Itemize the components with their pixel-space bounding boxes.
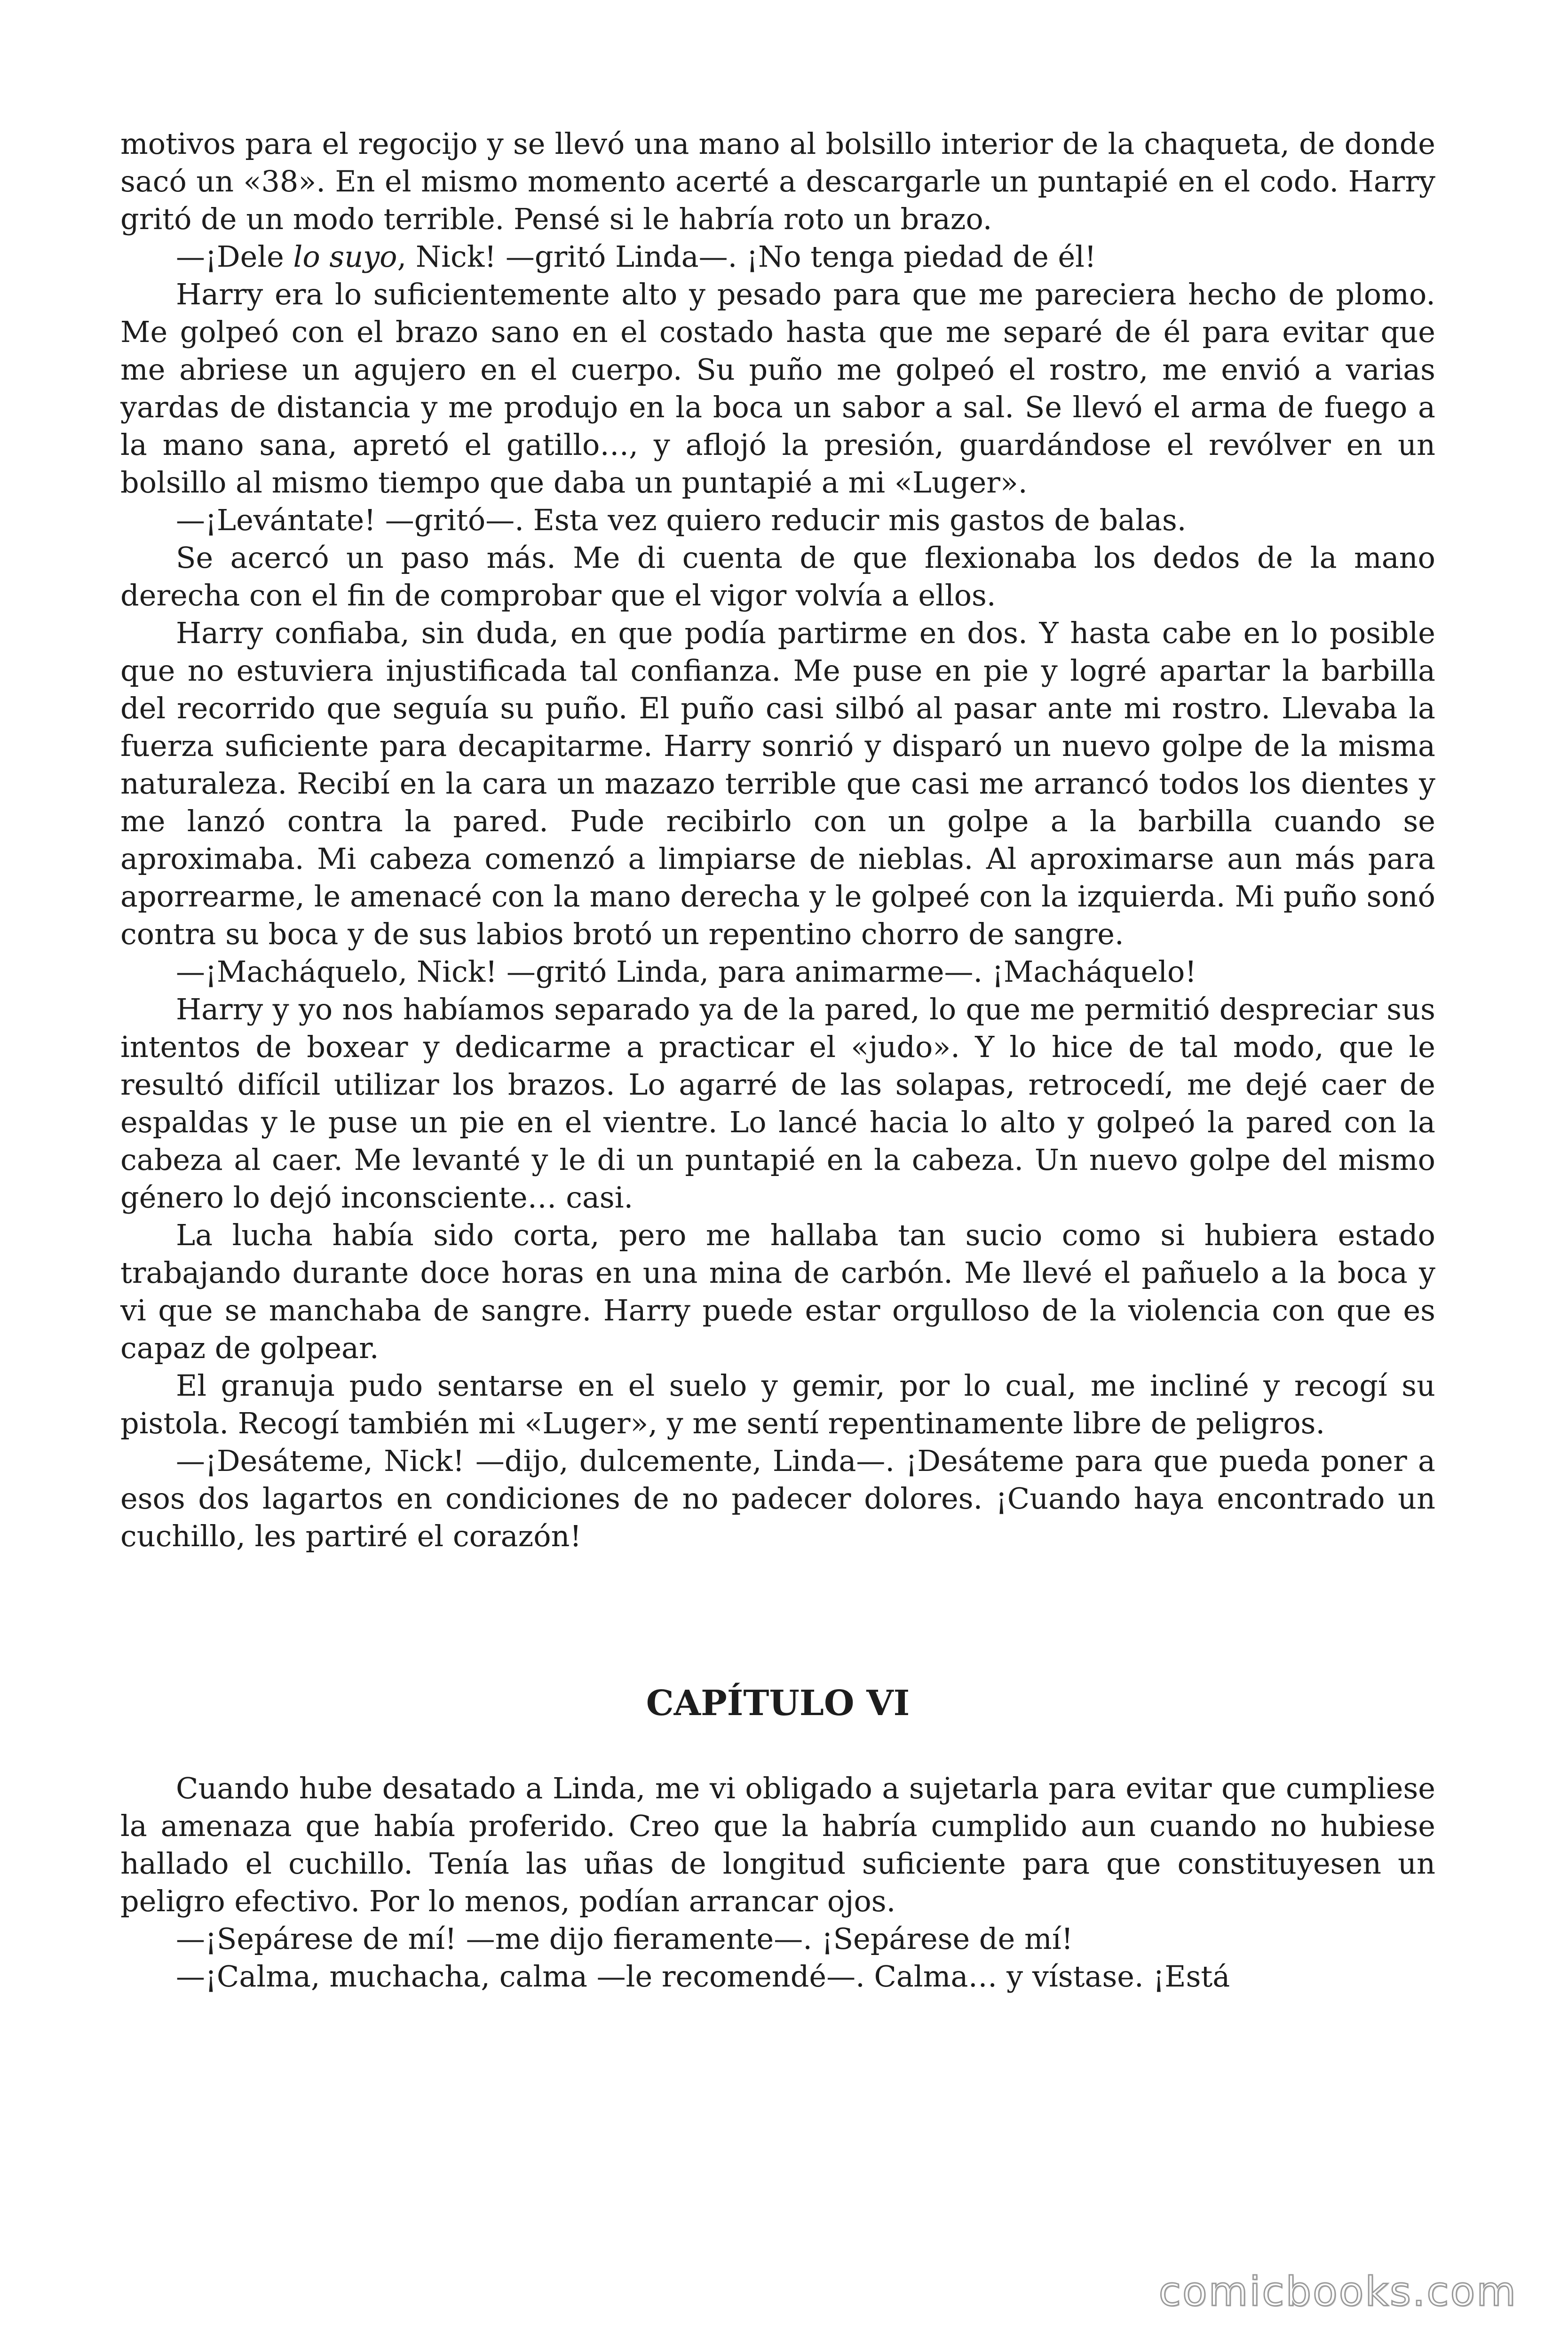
paragraph [120, 539, 1435, 614]
text-run: —¡Macháquelo, Nick! —gritó Linda, para animarme—. ¡Macháquelo! [176, 954, 1197, 989]
paragraph [120, 276, 1435, 501]
text-run: Harry y yo nos habíamos separado ya de la pared, lo que me permitió despreciar sus intentos de boxear y dedicarme a practicar el «judo». Y lo hice de tal modo, que le resultó difícil utilizar los brazos. Lo agarré de las solapas, retrocedí, me dejé caer de espaldas y le puse un pie en el vientre. Lo lancé hacia lo alto y golpeó la pared con la cabeza al caer. Me levanté y le di un puntapié en la cabeza. Un nuevo golpe del mismo género lo dejó inconsciente… casi. [120, 992, 1435, 1215]
paragraph [120, 1920, 1435, 1958]
paragraph [120, 1367, 1435, 1442]
book-page [120, 125, 1435, 1995]
paragraph [120, 125, 1435, 238]
text-run: motivos para el regocijo y se llevó una mano al bolsillo interior de la chaqueta, de donde sacó un «38». En el mismo momento acerté a descargarle un puntapié en el codo. Harry gritó de un modo terrible. Pensé si le habría roto un brazo. [120, 127, 1435, 236]
text-body-before-chapter [120, 125, 1435, 1555]
text-run: La lucha había sido corta, pero me hallaba tan sucio como si hubiera estado trabajando durante doce horas en una mina de carbón. Me llevé el pañuelo a la boca y vi que se manchaba de sangre. Harry puede estar orgulloso de la violencia con que es capaz de golpear. [120, 1218, 1435, 1365]
chapter-title: CAPÍTULO VI [646, 1683, 910, 1724]
paragraph [120, 238, 1435, 276]
text-run: Se acercó un paso más. Me di cuenta de que flexionaba los dedos de la mano derecha con el fin de comprobar que el vigor volvía a ellos. [120, 540, 1435, 612]
text-run: , Nick! —gritó Linda—. ¡No tenga piedad de él! [397, 239, 1096, 274]
text-run: —¡Dele [176, 239, 293, 274]
text-run: El granuja pudo sentarse en el suelo y gemir, por lo cual, me incliné y recogí su pistola. Recogí también mi «Luger», y me sentí repentinamente libre de peligros. [120, 1368, 1435, 1440]
text-run: —¡Desáteme, Nick! —dijo, dulcemente, Linda—. ¡Desáteme para que pueda poner a esos dos lagartos en condiciones de no padecer dolores. ¡Cuando haya encontrado un cuchillo, les partiré el corazón! [120, 1444, 1435, 1553]
text-body-chapter-start [120, 1770, 1435, 1995]
paragraph [120, 1770, 1435, 1920]
italic-text: lo suyo [293, 239, 397, 274]
paragraph [120, 614, 1435, 953]
text-run: Harry era lo suficientemente alto y pesado para que me pareciera hecho de plomo. Me golpeó con el brazo sano en el costado hasta que me separé de él para evitar que me abriese un agujero en el cuerpo. Su puño me golpeó el rostro, me envió a varias yardas de distancia y me produjo en la boca un sabor a sal. Se llevó el arma de fuego a la mano sana, apretó el gatillo…, y aflojó la presión, guardándose el revólver en un bolsillo al mismo tiempo que daba un puntapié a mi «Luger». [120, 277, 1435, 500]
paragraph [120, 991, 1435, 1216]
paragraph [120, 501, 1435, 539]
text-run: Harry confiaba, sin duda, en que podía partirme en dos. Y hasta cabe en lo posible que no estuviera injustificada tal confianza. Me puse en pie y logré apartar la barbilla del recorrido que seguía su puño. El puño casi silbó al pasar ante mi rostro. Llevaba la fuerza suficiente para decapitarme. Harry sonrió y disparó un nuevo golpe de la misma naturaleza. Recibí en la cara un mazazo terrible que casi me arrancó todos los dientes y me lanzó contra la pared. Pude recibirlo con un golpe a la barbilla cuando se aproximaba. Mi cabeza comenzó a limpiarse de nieblas. Al aproximarse aun más para aporrearme, le amenacé con la mano derecha y le golpeé con la izquierda. Mi puño sonó contra su boca y de sus labios brotó un repentino chorro de sangre. [120, 616, 1435, 951]
text-run: Cuando hube desatado a Linda, me vi obligado a sujetarla para evitar que cumpliese la amenaza que había proferido. Creo que la habría cumplido aun cuando no hubiese hallado el cuchillo. Tenía las uñas de longitud suficiente para que constituyesen un peligro efectivo. Por lo menos, podían arrancar ojos. [120, 1771, 1435, 1918]
paragraph [120, 1442, 1435, 1555]
paragraph [120, 1216, 1435, 1367]
paragraph [120, 1958, 1435, 1995]
text-run: —¡Calma, muchacha, calma —le recomendé—. Calma… y vístase. ¡Está [176, 1959, 1230, 1994]
paragraph [120, 953, 1435, 991]
text-run: —¡Levántate! —gritó—. Esta vez quiero reducir mis gastos de balas. [176, 503, 1187, 537]
text-run: —¡Sepárese de mí! —me dijo fieramente—. ¡Sepárese de mí! [176, 1922, 1073, 1956]
site-watermark: comicbooks.com [1158, 2268, 1517, 2315]
